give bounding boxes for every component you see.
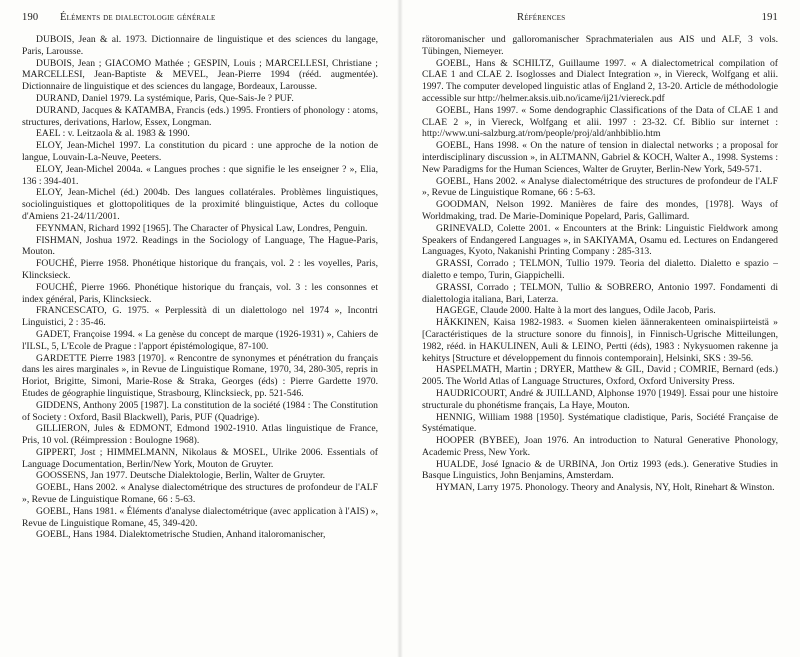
reference-entry: HENNIG, William 1988 [1950]. Systématique cladistique, Paris, Société Française de Systématique. [422, 411, 778, 435]
page-number: 191 [761, 12, 778, 23]
reference-entry: FISHMAN, Joshua 1972. Readings in the Sociology of Language, The Hague-Paris, Mouton. [22, 234, 378, 258]
reference-entry: GRINEVALD, Colette 2001. « Encounters at the Brink: Linguistic Fieldwork among Speakers of Endangered Languages », in SAKIYAMA, Osamu ed. Lectures on Endangered Languages, Kyoto, Nakanishi Printing Company : 285-313. [422, 222, 778, 258]
reference-list [22, 34, 378, 541]
reference-entry: GRASSI, Corrado ; TELMON, Tullio & SOBRERO, Antonio 1997. Fondamenti di dialettologia italiana, Bari, Laterza. [422, 281, 778, 305]
reference-entry: HOOPER (BYBEE), Joan 1976. An introduction to Natural Generative Phonology, Academic Press, New York. [422, 435, 778, 458]
reference-entry: HAUDRICOURT, André & JUILLAND, Alphonse 1970 [1949]. Essai pour une histoire structurale du phonétisme français, La Haye, Mouton. [422, 387, 778, 411]
reference-entry: GIDDENS, Anthony 2005 [1987]. La constitution de la société (1984 : The Constitution of Society : Oxford, Basil Blackwell), Paris, PUF (Quadrige). [22, 399, 378, 423]
reference-entry: GOEBL, Hans 1984. Dialektometrische Studien, Anhand italoromanischer, [36, 529, 326, 541]
reference-entry: HÄKKINEN, Kaisa 1982-1983. « Suomen kielen äännerakenteen ominaispiirteistä » [Caractéristiques de la structure sonore du finnois], in Finnisch-Ugrische Mitteilungen, 1982, rééd. in HAKULINEN, Auli & LEINO, Pertti (éds), 1983 : Nykysuomen rakenne ja kehitys [Structure et développement du finnois contemporain], Helsinki, SKS : 39-56. [422, 317, 778, 364]
reference-entry: GARDETTE Pierre 1983 [1970]. « Rencontre de synonymes et pénétration du français dans les aires marginales », in Revue de Linguistique Romane, 1970, 34, 280-305, repris in Horiot, Brigitte, Simoni, Marie-Rose & Straka, Georges (éds) : Pierre Gardette 1970. Etudes de géographie linguistique, Strasbourg, Klincksieck, pp. 521-546. [22, 352, 378, 399]
reference-entry: ELOY, Jean-Michel 1997. La constitution du picard : une approche de la notion de langue, Louvain-La-Neuve, Peeters. [22, 140, 378, 163]
reference-entry: GILLIERON, Jules & EDMONT, Edmond 1902-1910. Atlas linguistique de France, Pris, 10 vol. (Réimpression : Boulogne 1968). [22, 423, 378, 447]
reference-entry: GRASSI, Corrado ; TELMON, Tullio 1979. Teoria del dialetto. Dialetto e spazio – dialetto e tempo, Turin, Giappichelli. [422, 258, 778, 281]
reference-entry: GOEBL, Hans 1997. « Some dendographic Classifications of the Data of CLAE 1 and CLAE 2 », in Viereck, Wolfgang et alii. 1997 : 23-32. Cf. Biblio sur internet : http://www.uni-salzburg.at/rom/people/proj/ald/anhbiblio.htm [422, 104, 778, 140]
reference-entry: GOEBL, Hans & SCHILTZ, Guillaume 1997. « A dialectometrical compilation of CLAE 1 and CLAE 2. Isoglosses and Dialect Integration », in Viereck, Wolfgang et alii. 1997. The computer developed linguistic atlas of England 2, 13-20. Article de méthodologie accessible sur http://helmer.aksis.uib.no/icame/ij21/viereck.pdf [422, 57, 778, 104]
reference-entry: GOODMAN, Nelson 1992. Manières de faire des mondes, [1978]. Ways of Worldmaking, trad. De Marie-Dominique Popelard, Paris, Gallimard. [422, 199, 778, 222]
reference-entry: GOEBL, Hans 1981. « Éléments d'analyse dialectométrique (avec application à l'AIS) », Revue de Linguistique Romane, 45, 349-420. [22, 505, 378, 529]
reference-entry: HASPELMATH, Martin ; DRYER, Matthew & GIL, David ; COMRIE, Bernard (eds.) 2005. The World Atlas of Language Structures, Oxford, Oxford University Press. [422, 364, 778, 388]
reference-continuation: rätoromanischer und galloromanischer Sprachmaterialen aus AIS und ALF, 3 vols. Tübingen, Niemeyer. [422, 34, 778, 57]
running-head: Références [517, 12, 566, 23]
reference-entry: GOEBL, Hans 2002. « Analyse dialectométrique des structures de profondeur de l'ALF », Revue de Linguistique Romane, 66 : 5-63. [422, 175, 778, 199]
page-number: 190 [22, 12, 39, 23]
reference-entry: DURAND, Daniel 1979. La systémique, Paris, Que-Sais-Je ? PUF. [36, 92, 294, 104]
reference-entry: ELOY, Jean-Michel (éd.) 2004b. Des langues collatérales. Problèmes linguistiques, sociolinguistiques et glottopolitiques de la proximité blinguistique, Actes du colloque d'Amiens 21-24/11/2001. [22, 187, 378, 222]
reference-entry: DUBOIS, Jean & al. 1973. Dictionnaire de linguistique et des sciences du langage, Paris, Larousse. [22, 34, 378, 57]
reference-entry: ELOY, Jean-Michel 2004a. « Langues proches : que signifie le les enseigner ? », Elia, 136 : 394-401. [22, 163, 378, 187]
reference-entry: GOOSSENS, Jan 1977. Deutsche Dialektologie, Berlin, Walter de Gruyter. [36, 470, 326, 482]
reference-entry: HUALDE, José Ignacio & de URBINA, Jon Ortiz 1993 (eds.). Generative Studies in Basque Linguistics, John Benjamins, Amsterdam. [422, 458, 778, 482]
running-head: Éléments de dialectologie générale [60, 12, 216, 23]
reference-entry: GIPPERT, Jost ; HIMMELMANN, Nikolaus & MOSEL, Ulrike 2006. Essentials of Language Documentation, Berlin/New York, Mouton de Gruyter. [22, 446, 378, 470]
reference-entry: FOUCHÉ, Pierre 1958. Phonétique historique du français, vol. 2 : les voyelles, Paris, Klincksieck. [22, 258, 378, 281]
reference-entry: FOUCHÉ, Pierre 1966. Phonétique historique du français, vol. 3 : les consonnes et index général, Paris, Klincksieck. [22, 281, 378, 305]
reference-entry: GADET, Françoise 1994. « La genèse du concept de marque (1926-1931) », Cahiers de l'ILSL, 5, L'Ecole de Prague : l'apport épistémologique, 87-100. [22, 328, 378, 352]
reference-list [422, 34, 778, 494]
reference-entry: EAEL : v. Leitzaola & al. 1983 & 1990. [36, 128, 190, 140]
reference-entry: DURAND, Jacques & KATAMBA, Francis (eds.) 1995. Frontiers of phonology : atoms, structures, derivations, Harlow, Essex, Longman. [22, 104, 378, 128]
reference-entry: DUBOIS, Jean ; GIACOMO Mathée ; GESPIN, Louis ; MARCELLESI, Christiane ; MARCELLESI, Jean-Baptiste & MEVEL, Jean-Pierre 1994 (rééd. augmentée). Dictionnaire de linguistique et des sciences du langage, Bordeaux, Larousse. [22, 57, 378, 93]
reference-entry: HAGEGE, Claude 2000. Halte à la mort des langues, Odile Jacob, Paris. [436, 305, 716, 317]
reference-entry: GOEBL, Hans 2002. « Analyse dialectométrique des structures de profondeur de l'ALF », Revue de Linguistique Romane, 66 : 5-63. [22, 482, 378, 506]
reference-entry: HYMAN, Larry 1975. Phonology. Theory and Analysis, NY, Holt, Rinehart & Winston. [436, 482, 775, 494]
reference-entry: GOEBL, Hans 1998. « On the nature of tension in dialectal networks ; a proposal for interdisciplinary discussion », in ALTMANN, Gabriel & KOCH, Walter A., 1998. Systems : New Paradigms for the Human Sciences, Walter de Gruyter, Berlin-New York, 549-571. [422, 140, 778, 175]
right-page [400, 0, 800, 657]
reference-entry: FEYNMAN, Richard 1992 [1965]. The Character of Physical Law, Londres, Penguin. [36, 222, 368, 234]
reference-entry: FRANCESCATO, G. 1975. « Perplessità di un dialettologo nel 1974 », Incontri Linguistici, 2 : 35-46. [22, 305, 378, 329]
